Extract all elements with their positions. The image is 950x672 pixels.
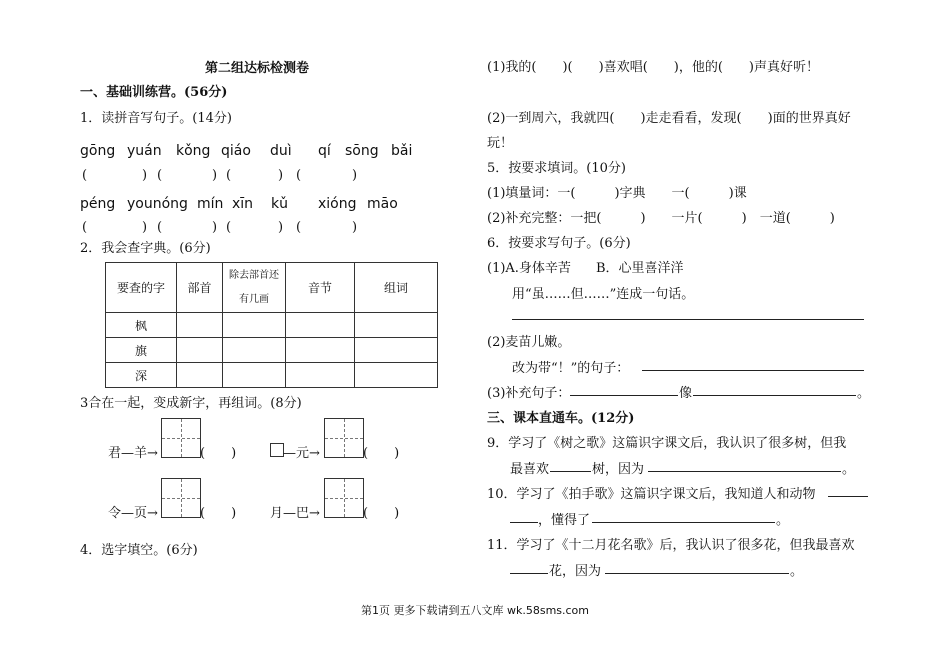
pinyin: kǒng <box>176 143 211 159</box>
answer-line[interactable] <box>693 395 856 396</box>
q5-item-1: (1)填量词：一( )字典 一( )课 <box>487 186 747 201</box>
q6-item-3-end: 。 <box>857 386 871 401</box>
q6-item-1-instruction: 用“虽……但……”连成一句话。 <box>512 287 695 302</box>
answer-paren: ) <box>212 220 218 235</box>
answer-paren: ( ) <box>200 446 237 461</box>
writing-grid-box[interactable] <box>161 418 201 458</box>
table-cell: 深 <box>106 363 177 388</box>
table-cell[interactable] <box>177 338 223 363</box>
q6-item-3: (3)补充句子： <box>487 386 571 401</box>
pinyin: qiáo <box>221 143 251 159</box>
answer-paren: ( ) <box>363 446 400 461</box>
q1-label: 1．读拼音写句子。(14分) <box>80 111 232 126</box>
q4-item-1: (1)我的( )( )喜欢唱( )，他的( )声真好听！ <box>487 60 819 75</box>
q6-item-1b: B．心里喜洋洋 <box>596 261 684 276</box>
q9-text: 9．学习了《树之歌》这篇识字课文后，我认识了很多树，但我 <box>487 436 847 451</box>
pinyin: duì <box>270 143 292 159</box>
page-title: 第二组达标检测卷 <box>205 61 310 76</box>
table-row <box>106 363 438 388</box>
pinyin: xióng <box>318 196 357 212</box>
char-combo: —元→ <box>283 446 320 461</box>
answer-line[interactable] <box>592 522 775 523</box>
table-header-line: 除去部首还 <box>229 269 279 281</box>
q11-text: 11．学习了《十二月花名歌》后，我认识了很多花，但我最喜欢 <box>487 538 855 553</box>
table-header-line: 有几画 <box>239 293 269 305</box>
pinyin: sōng <box>345 143 379 159</box>
answer-line[interactable] <box>510 573 548 574</box>
table-header: 部首 <box>177 263 223 313</box>
pinyin: yuán <box>127 143 162 159</box>
q6-item-3-like: 像 <box>679 386 693 401</box>
table-header: 组词 <box>355 263 438 313</box>
answer-paren: ) <box>278 220 284 235</box>
answer-paren: ( ) <box>200 506 237 521</box>
section1-heading: 一、基础训练营。(56分) <box>80 85 228 100</box>
q2-label: 2．我会查字典。(6分) <box>80 241 211 256</box>
answer-paren: ( <box>296 220 302 235</box>
q10-end: 。 <box>776 513 790 528</box>
table-cell[interactable] <box>223 363 286 388</box>
dictionary-table <box>105 262 438 388</box>
q9-text-3: 树，因为 <box>592 462 645 477</box>
char-combo: 月—巴→ <box>270 506 320 521</box>
writing-grid-box[interactable] <box>161 478 201 518</box>
answer-paren: ) <box>352 168 358 183</box>
q10-text: 10．学习了《拍手歌》这篇识字课文后，我知道人和动物 <box>487 487 816 502</box>
pinyin: kǔ <box>271 196 288 212</box>
answer-paren: ( <box>296 168 302 183</box>
q5-item-2: (2)补充完整：一把( ) 一片( ) 一道( ) <box>487 211 835 226</box>
pinyin: māo <box>367 196 398 212</box>
answer-line[interactable] <box>828 496 868 497</box>
answer-paren: ( ) <box>363 506 400 521</box>
q9-end: 。 <box>842 462 856 477</box>
answer-line[interactable] <box>510 522 538 523</box>
section3-heading: 三、课本直通车。(12分) <box>487 411 635 426</box>
table-header: 音节 <box>286 263 355 313</box>
pinyin: gōng <box>80 143 116 159</box>
table-header <box>223 263 286 313</box>
table-header: 要查的字 <box>106 263 177 313</box>
q6-item-2-instruction: 改为带“！”的句子： <box>512 361 630 376</box>
answer-paren: ( <box>82 168 88 183</box>
table-cell[interactable] <box>223 338 286 363</box>
table-row <box>106 313 438 338</box>
pinyin: bǎi <box>391 143 413 159</box>
table-cell[interactable] <box>286 363 355 388</box>
answer-line[interactable] <box>605 573 789 574</box>
table-cell[interactable] <box>355 338 438 363</box>
table-cell: 枫 <box>106 313 177 338</box>
q11-text-2: 花，因为 <box>549 564 602 579</box>
q6-label: 6．按要求写句子。(6分) <box>487 236 631 251</box>
q3-label: 3合在一起，变成新字，再组词。(8分) <box>80 396 302 411</box>
answer-paren: ( <box>157 168 163 183</box>
table-row <box>106 338 438 363</box>
writing-grid-box[interactable] <box>324 418 364 458</box>
q4-label: 4．选字填空。(6分) <box>80 543 198 558</box>
answer-paren: ) <box>142 220 148 235</box>
pinyin: younóng <box>127 196 188 212</box>
answer-paren: ) <box>212 168 218 183</box>
pinyin: mín <box>197 196 224 212</box>
table-cell: 旗 <box>106 338 177 363</box>
q5-label: 5．按要求填词。(10分) <box>487 161 626 176</box>
table-cell[interactable] <box>355 363 438 388</box>
table-cell[interactable] <box>286 338 355 363</box>
pinyin: xīn <box>232 196 254 212</box>
answer-line[interactable] <box>642 370 864 371</box>
answer-line[interactable] <box>648 471 841 472</box>
answer-paren: ) <box>278 168 284 183</box>
table-cell[interactable] <box>355 313 438 338</box>
q10-text-2: ，懂得了 <box>538 513 591 528</box>
char-combo: 令—页→ <box>108 506 158 521</box>
q4-item-2-cont: 玩！ <box>487 136 514 151</box>
answer-paren: ( <box>82 220 88 235</box>
answer-line[interactable] <box>512 319 864 320</box>
page-footer: 第1页 更多下载请到五八文库 wk.58sms.com <box>360 604 590 617</box>
table-cell[interactable] <box>177 363 223 388</box>
q11-end: 。 <box>790 564 804 579</box>
q6-item-1a: (1)A.身体辛苦 <box>487 261 571 276</box>
answer-paren: ) <box>352 220 358 235</box>
pinyin: péng <box>80 196 116 212</box>
pinyin: qí <box>318 143 331 159</box>
table-cell[interactable] <box>223 313 286 338</box>
q4-item-2: (2)一到周六，我就四( )走走看看，发现( )面的世界真好 <box>487 111 851 126</box>
answer-paren: ( <box>226 220 232 235</box>
answer-paren: ) <box>142 168 148 183</box>
answer-line[interactable] <box>570 395 678 396</box>
q6-item-2: (2)麦苗儿嫩。 <box>487 335 571 350</box>
table-cell[interactable] <box>286 313 355 338</box>
answer-line[interactable] <box>550 471 591 472</box>
writing-grid-box[interactable] <box>324 478 364 518</box>
radical-box <box>270 443 284 457</box>
q9-text-2: 最喜欢 <box>510 462 550 477</box>
char-combo: 君—羊→ <box>108 446 158 461</box>
table-cell[interactable] <box>177 313 223 338</box>
answer-paren: ( <box>226 168 232 183</box>
answer-paren: ( <box>157 220 163 235</box>
